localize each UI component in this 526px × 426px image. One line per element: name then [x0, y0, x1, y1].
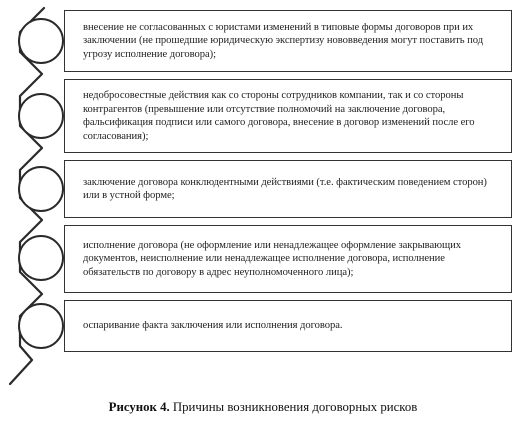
risk-item-box: [64, 160, 512, 218]
risk-item-3: [0, 160, 526, 218]
risk-item-text: исполнение договора (не оформление или ненадлежащее оформление закрывающих документов, неисполнение или ненадлежащее исполнение договора, исполнение обязательств по договору в адрес неуполномоченного лица);: [83, 239, 461, 278]
figure-caption-label: Рисунок 4.: [108, 400, 170, 414]
risk-item-box: [64, 79, 512, 153]
bullet-circle-icon: [18, 303, 64, 349]
bullet-circle-icon: [18, 93, 64, 139]
risk-item-text: заключение договора конклюдентными действиями (т.е. фактическим поведением сторон) или в устной форме;: [83, 176, 487, 201]
figure-caption: [0, 400, 526, 415]
risk-item-5: [0, 300, 526, 352]
risk-item-2: [0, 79, 526, 153]
risk-item-text: недобросовестные действия как со стороны сотрудников компании, так и со стороны контрагентов (превышение или отсутствие полномочий на заключение договора, фальсификация подписи или самого договора, внесение в договор изменений после его согласования);: [83, 90, 475, 142]
bullet-circle-icon: [18, 18, 64, 64]
risk-item-box: [64, 10, 512, 72]
figure-caption-text: Причины возникновения договорных рисков: [172, 400, 418, 414]
bullet-circle-icon: [18, 166, 64, 212]
risk-item-box: [64, 225, 512, 293]
risk-item-box: [64, 300, 512, 352]
risk-item-1: [0, 10, 526, 72]
risk-item-text: внесение не согласованных с юристами изменений в типовые формы договоров при их заключении (не прошедшие юридическую экспертизу нововведения могут поставить под угрозу исполнение договора);: [83, 21, 484, 60]
risk-item-text: оспаривание факта заключения или исполнения договора.: [83, 320, 343, 332]
risk-item-4: [0, 225, 526, 293]
bullet-circle-icon: [18, 235, 64, 281]
